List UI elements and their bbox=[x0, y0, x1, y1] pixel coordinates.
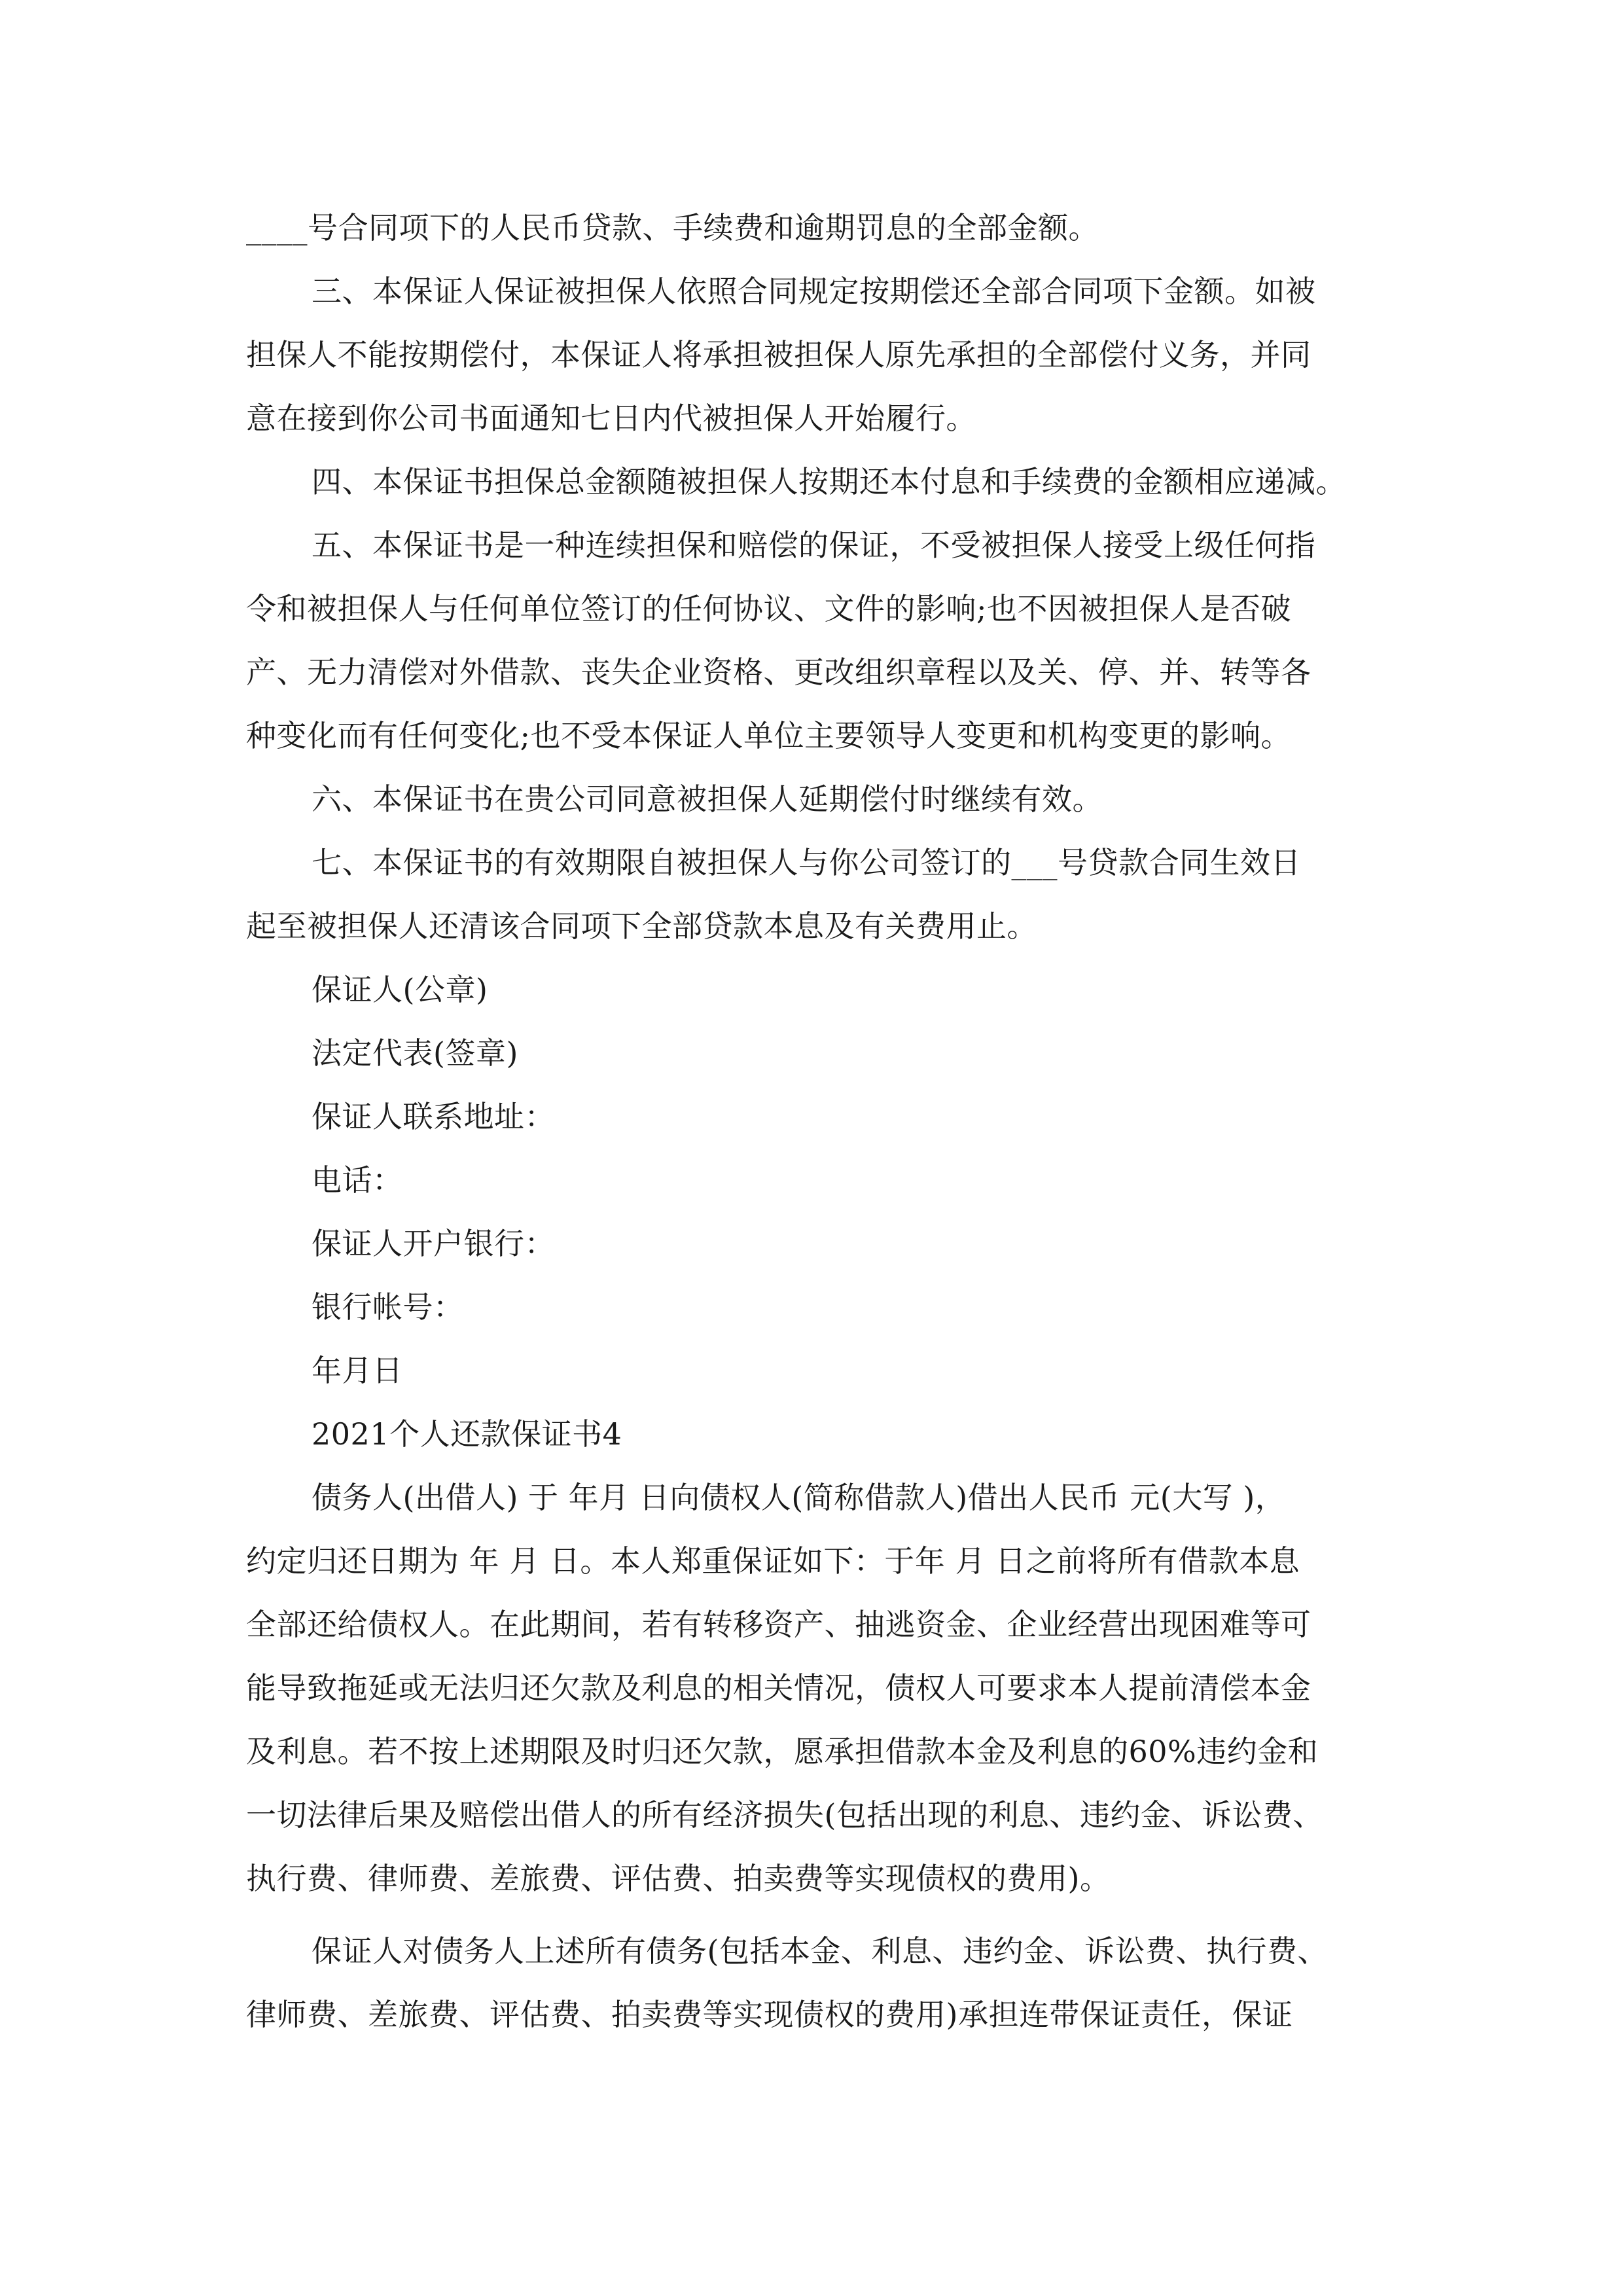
body-line-1: 债务人(出借人) 于 年月 日向债权人(简称借款人)借出人民币 元(大写 )， bbox=[312, 1480, 1286, 1515]
body-line-6: 一切法律后果及赔偿出借人的所有经济损失(包括出现的利息、违约金、诉讼费、 bbox=[246, 1797, 1323, 1833]
clause-three-line-1: 三、本保证人保证被担保人依照合同规定按期偿还全部合同项下金额。如被 bbox=[312, 274, 1316, 309]
paragraph-line-1: ____号合同项下的人民币贷款、手续费和逾期罚息的全部金额。 bbox=[246, 210, 1099, 245]
paragraph-spacer bbox=[246, 1910, 1377, 1920]
clause-six: 六、本保证书在贵公司同意被担保人延期偿付时继续有效。 bbox=[312, 781, 1103, 817]
body-line-5: 及利息。若不按上述期限及时归还欠款，愿承担借款本金及利息的60%违约金和 bbox=[246, 1734, 1319, 1769]
clause-three-line-3: 意在接到你公司书面通知七日内代被担保人开始履行。 bbox=[246, 401, 976, 436]
phone: 电话： bbox=[312, 1162, 403, 1198]
guarantor-bank: 保证人开户银行： bbox=[312, 1226, 555, 1261]
guarantor-seal: 保证人(公章) bbox=[312, 972, 488, 1007]
date: 年月日 bbox=[312, 1353, 403, 1388]
body-line-7: 执行费、律师费、差旅费、评估费、拍卖费等实现债权的费用)。 bbox=[246, 1861, 1111, 1896]
body-line-2: 约定归还日期为 年 月 日。本人郑重保证如下：于年 月 日之前将所有借款本息 bbox=[246, 1543, 1300, 1579]
clause-three-line-2: 担保人不能按期偿付，本保证人将承担被担保人原先承担的全部偿付义务，并同 bbox=[246, 337, 1311, 372]
clause-five-line-3: 产、无力清偿对外借款、丧失企业资格、更改组织章程以及关、停、并、转等各 bbox=[246, 655, 1311, 690]
section-title: 2021个人还款保证书4 bbox=[312, 1416, 622, 1452]
clause-five-line-1: 五、本保证书是一种连续担保和赔偿的保证，不受被担保人接受上级任何指 bbox=[312, 528, 1316, 563]
clause-seven-line-2: 起至被担保人还清该合同项下全部贷款本息及有关费用止。 bbox=[246, 908, 1037, 944]
body-line-3: 全部还给债权人。在此期间，若有转移资产、抽逃资金、企业经营出现困难等可 bbox=[246, 1607, 1311, 1642]
bank-account: 银行帐号： bbox=[312, 1289, 464, 1325]
clause-seven-line-1: 七、本保证书的有效期限自被担保人与你公司签订的___号贷款合同生效日 bbox=[312, 845, 1301, 880]
guarantee-line-1: 保证人对债务人上述所有债务(包括本金、利息、违约金、诉讼费、执行费、 bbox=[312, 1933, 1328, 1969]
document-page bbox=[246, 196, 1377, 2047]
clause-five-line-2: 令和被担保人与任何单位签订的任何协议、文件的影响;也不因被担保人是否破 bbox=[246, 591, 1291, 626]
clause-five-line-4: 种变化而有任何变化;也不受本保证人单位主要领导人变更和机构变更的影响。 bbox=[246, 718, 1291, 753]
clause-four: 四、本保证书担保总金额随被担保人按期还本付息和手续费的金额相应递减。 bbox=[312, 464, 1346, 499]
guarantee-line-2: 律师费、差旅费、评估费、拍卖费等实现债权的费用)承担连带保证责任，保证 bbox=[246, 1997, 1293, 2032]
guarantor-address: 保证人联系地址： bbox=[312, 1099, 555, 1134]
legal-representative: 法定代表(签章) bbox=[312, 1035, 518, 1071]
body-line-4: 能导致拖延或无法归还欠款及利息的相关情况，债权人可要求本人提前清偿本金 bbox=[246, 1670, 1311, 1706]
